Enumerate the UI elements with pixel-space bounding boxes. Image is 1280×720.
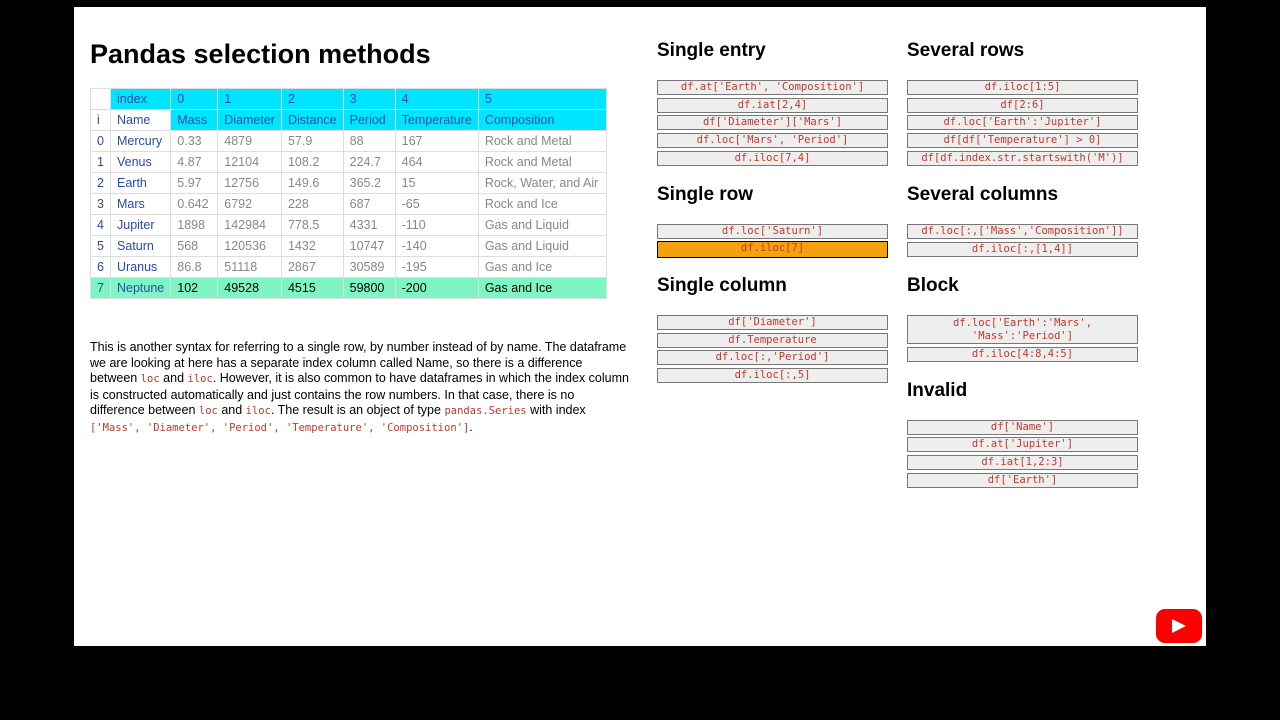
- table-cell: 6: [91, 257, 111, 278]
- inline-code: iloc: [245, 405, 271, 417]
- table-cell: 365.2: [343, 173, 395, 194]
- table-cell: 142984: [218, 215, 282, 236]
- table-cell: 57.9: [281, 131, 343, 152]
- header-cell: index: [111, 89, 171, 110]
- header-cell: Period: [343, 110, 395, 131]
- table-cell: 0: [91, 131, 111, 152]
- table-cell: 224.7: [343, 152, 395, 173]
- several-rows-button-5[interactable]: df[df.index.str.startswith('M')]: [907, 151, 1138, 166]
- table-cell: 15: [395, 173, 478, 194]
- table-row: [91, 257, 607, 278]
- table-cell: 4.87: [171, 152, 218, 173]
- table-row: [91, 236, 607, 257]
- header-cell: 3: [343, 89, 395, 110]
- description-text: [90, 340, 630, 436]
- table-cell: Venus: [111, 152, 171, 173]
- description-segment: This is another syntax for referring to a single row, by number instead of by name. The dataframe we are looking at here has a separate index column called Name, so there is a difference between: [90, 340, 627, 385]
- column-header-row: [91, 110, 607, 131]
- single-row-button-1[interactable]: df.loc['Saturn']: [657, 224, 888, 239]
- table-cell: 6792: [218, 194, 282, 215]
- slide-page: [74, 7, 1206, 646]
- table-row: [91, 173, 607, 194]
- section-title-several-rows: Several rows: [907, 40, 1025, 61]
- section-title-block: Block: [907, 275, 959, 296]
- invalid-button-1[interactable]: df['Name']: [907, 420, 1138, 435]
- inline-code: loc: [140, 373, 160, 385]
- several-rows-button-3[interactable]: df.loc['Earth':'Jupiter']: [907, 115, 1138, 130]
- single-row-button-2-active[interactable]: df.iloc[7]: [657, 241, 888, 258]
- single-entry-button-2[interactable]: df.iat[2,4]: [657, 98, 888, 113]
- block-button-2[interactable]: df.iloc[4:8,4:5]: [907, 347, 1138, 362]
- description-segment: .: [469, 419, 473, 434]
- several-rows-button-2[interactable]: df[2:6]: [907, 98, 1138, 113]
- table-cell: 149.6: [281, 173, 343, 194]
- table-cell: 12104: [218, 152, 282, 173]
- header-cell: Temperature: [395, 110, 478, 131]
- invalid-button-4[interactable]: df['Earth']: [907, 473, 1138, 488]
- invalid-button-3[interactable]: df.iat[1,2:3]: [907, 455, 1138, 470]
- section-title-single-column: Single column: [657, 275, 787, 296]
- table-cell: 4515: [281, 278, 343, 299]
- section-title-single-row: Single row: [657, 184, 754, 205]
- description-segment: with index: [526, 403, 586, 417]
- header-cell: i: [91, 110, 111, 131]
- several-columns-button-2[interactable]: df.iloc[:,[1,4]]: [907, 242, 1138, 257]
- table-cell: -200: [395, 278, 478, 299]
- invalid-button-2[interactable]: df.at['Jupiter']: [907, 437, 1138, 452]
- table-cell: 568: [171, 236, 218, 257]
- table-cell: Uranus: [111, 257, 171, 278]
- selected-table-row: [91, 278, 607, 299]
- single-entry-button-1[interactable]: df.at['Earth', 'Composition']: [657, 80, 888, 95]
- header-cell: Name: [111, 110, 171, 131]
- table-cell: 2867: [281, 257, 343, 278]
- table-cell: 5.97: [171, 173, 218, 194]
- table-cell: 0.33: [171, 131, 218, 152]
- table-cell: Gas and Ice: [478, 278, 606, 299]
- play-triangle-icon: [1171, 619, 1187, 633]
- table-cell: 88: [343, 131, 395, 152]
- several-rows-button-4[interactable]: df[df['Temperature'] > 0]: [907, 133, 1138, 148]
- table-cell: Saturn: [111, 236, 171, 257]
- header-cell: [91, 89, 111, 110]
- several-columns-button-1[interactable]: df.loc[:,['Mass','Composition']]: [907, 224, 1138, 239]
- description-segment: . The result is an object of type: [270, 403, 445, 417]
- table-row: [91, 194, 607, 215]
- table-cell: Mars: [111, 194, 171, 215]
- table-cell: 108.2: [281, 152, 343, 173]
- table-cell: 49528: [218, 278, 282, 299]
- table-cell: 12756: [218, 173, 282, 194]
- inline-code: pandas.Series: [444, 405, 527, 417]
- table-cell: Rock and Metal: [478, 131, 606, 152]
- table-cell: Gas and Liquid: [478, 236, 606, 257]
- single-entry-button-4[interactable]: df.loc['Mars', 'Period']: [657, 133, 888, 148]
- table-cell: 4: [91, 215, 111, 236]
- table-cell: Gas and Ice: [478, 257, 606, 278]
- table-cell: 102: [171, 278, 218, 299]
- index-header-row: [91, 89, 607, 110]
- table-cell: 2: [91, 173, 111, 194]
- table-cell: 7: [91, 278, 111, 299]
- table-cell: 778.5: [281, 215, 343, 236]
- page-title: Pandas selection methods: [90, 39, 431, 69]
- header-cell: Mass: [171, 110, 218, 131]
- inline-code: loc: [198, 405, 218, 417]
- section-title-invalid: Invalid: [907, 380, 968, 401]
- description-segment: and: [159, 371, 188, 385]
- several-rows-button-1[interactable]: df.iloc[1:5]: [907, 80, 1138, 95]
- single-column-button-1[interactable]: df['Diameter']: [657, 315, 888, 330]
- table-cell: 10747: [343, 236, 395, 257]
- header-cell: 5: [478, 89, 606, 110]
- table-row: [91, 152, 607, 173]
- single-column-button-3[interactable]: df.loc[:,'Period']: [657, 350, 888, 365]
- table-cell: 59800: [343, 278, 395, 299]
- header-cell: Distance: [281, 110, 343, 131]
- table-cell: 4879: [218, 131, 282, 152]
- table-cell: -110: [395, 215, 478, 236]
- youtube-play-icon[interactable]: [1156, 609, 1202, 643]
- single-column-button-2[interactable]: df.Temperature: [657, 333, 888, 348]
- table-cell: 1432: [281, 236, 343, 257]
- header-cell: 0: [171, 89, 218, 110]
- table-cell: 464: [395, 152, 478, 173]
- table-cell: 4331: [343, 215, 395, 236]
- inline-code: ['Mass', 'Diameter', 'Period', 'Temperature', 'Composition']: [90, 421, 470, 434]
- table-cell: Mercury: [111, 131, 171, 152]
- description-segment: and: [217, 403, 246, 417]
- table-cell: Rock and Ice: [478, 194, 606, 215]
- inline-code: iloc: [187, 373, 213, 385]
- table-cell: 5: [91, 236, 111, 257]
- table-cell: 3: [91, 194, 111, 215]
- description-segment: . However, it is also common to have dataframes in which the index column is constructed automatically and just contains the row numbers. In that case, there is no difference between: [90, 371, 629, 417]
- table-cell: 687: [343, 194, 395, 215]
- single-column-button-4[interactable]: df.iloc[:,5]: [657, 368, 888, 383]
- table-cell: Rock and Metal: [478, 152, 606, 173]
- table-cell: 1898: [171, 215, 218, 236]
- table-cell: 51118: [218, 257, 282, 278]
- table-cell: 120536: [218, 236, 282, 257]
- block-button-1[interactable]: df.loc['Earth':'Mars', 'Mass':'Period']: [907, 315, 1138, 344]
- table-cell: 228: [281, 194, 343, 215]
- table-cell: -195: [395, 257, 478, 278]
- table-cell: Neptune: [111, 278, 171, 299]
- table-cell: -65: [395, 194, 478, 215]
- header-cell: 1: [218, 89, 282, 110]
- section-title-single-entry: Single entry: [657, 40, 766, 61]
- table-cell: Rock, Water, and Air: [478, 173, 606, 194]
- header-cell: 2: [281, 89, 343, 110]
- table-cell: 1: [91, 152, 111, 173]
- table-row: [91, 215, 607, 236]
- table-cell: Earth: [111, 173, 171, 194]
- table-cell: 0.642: [171, 194, 218, 215]
- table-cell: Jupiter: [111, 215, 171, 236]
- table-cell: Gas and Liquid: [478, 215, 606, 236]
- table-cell: 30589: [343, 257, 395, 278]
- table-cell: -140: [395, 236, 478, 257]
- table-cell: 167: [395, 131, 478, 152]
- header-cell: Composition: [478, 110, 606, 131]
- single-entry-button-5[interactable]: df.iloc[7,4]: [657, 151, 888, 166]
- header-cell: Diameter: [218, 110, 282, 131]
- dataframe-table: [90, 88, 607, 299]
- single-entry-button-3[interactable]: df['Diameter']['Mars']: [657, 115, 888, 130]
- table-cell: 86.8: [171, 257, 218, 278]
- header-cell: 4: [395, 89, 478, 110]
- section-title-several-columns: Several columns: [907, 184, 1059, 205]
- table-row: [91, 131, 607, 152]
